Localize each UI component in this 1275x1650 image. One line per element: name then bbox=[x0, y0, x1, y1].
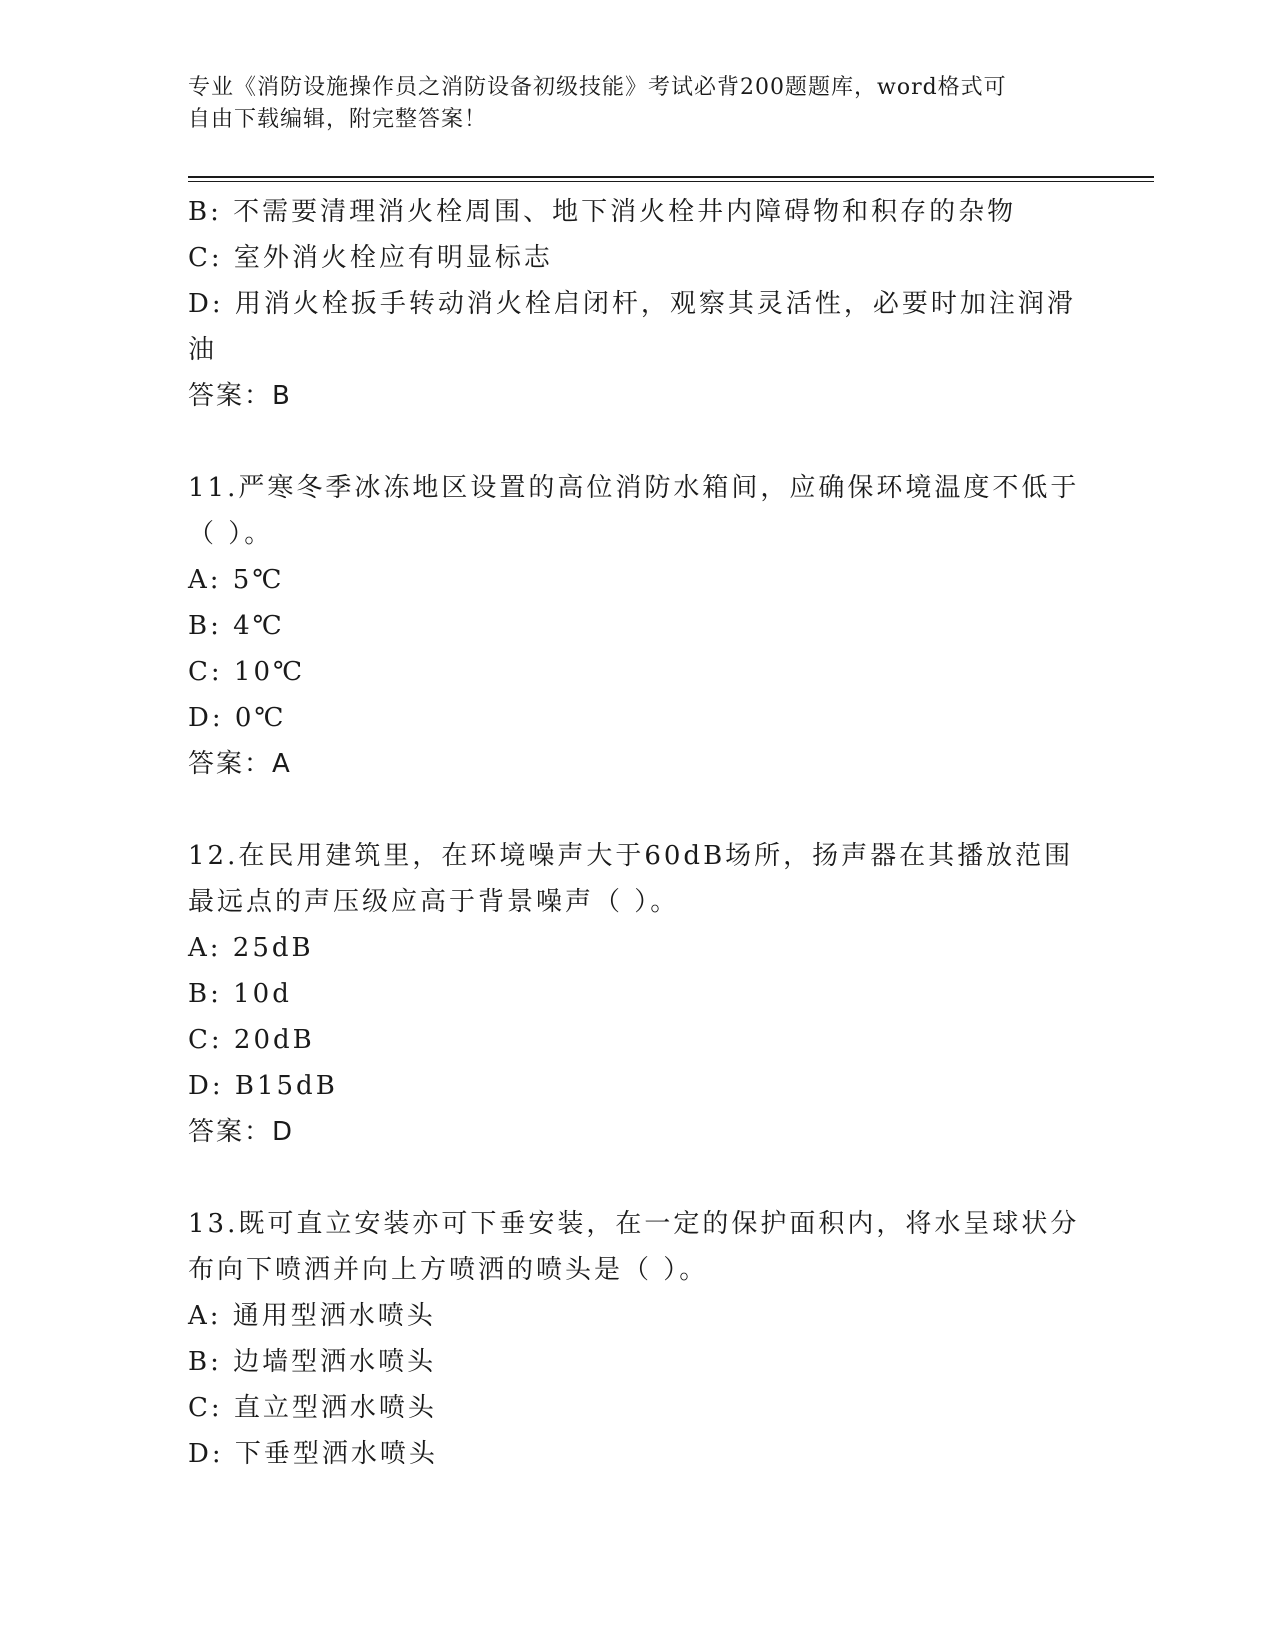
header-divider-thick bbox=[188, 176, 1154, 178]
question-stem: 13.既可直立安装亦可下垂安装，在一定的保护面积内，将水呈球状分 bbox=[188, 1209, 1080, 1239]
option-b: B: 边墙型洒水喷头 bbox=[188, 1347, 437, 1377]
answer-line: 答案：D bbox=[188, 1117, 295, 1147]
option-d: D: B15dB bbox=[188, 1071, 338, 1101]
option-d: D: 用消火栓扳手转动消火栓启闭杆，观察其灵活性，必要时加注润滑 bbox=[188, 289, 1076, 319]
spacer bbox=[188, 1155, 1088, 1201]
option-c: C: 20dB bbox=[188, 1025, 315, 1055]
option-b: B: 10d bbox=[188, 979, 292, 1009]
spacer bbox=[188, 419, 1088, 465]
option-d: D: 下垂型洒水喷头 bbox=[188, 1439, 438, 1469]
answer-line: 答案：B bbox=[188, 381, 292, 411]
option-c: C: 10℃ bbox=[188, 657, 306, 687]
question-stem-continued: （ ）。 bbox=[188, 519, 274, 549]
question-stem-continued: 最远点的声压级应高于背景噪声（ ）。 bbox=[188, 887, 680, 917]
header-divider-thin bbox=[188, 181, 1154, 182]
option-a: A: 5℃ bbox=[188, 565, 285, 595]
question-block-13 bbox=[188, 1201, 1088, 1477]
header-title-line-1: 专业《消防设施操作员之消防设备初级技能》考试必背200题题库，word格式可 bbox=[188, 75, 1007, 100]
document-header bbox=[188, 72, 1068, 136]
option-d: D: 0℃ bbox=[188, 703, 287, 733]
question-block-12 bbox=[188, 833, 1088, 1155]
document-body bbox=[188, 189, 1088, 1477]
option-a: A: 通用型洒水喷头 bbox=[188, 1301, 436, 1331]
answer-line: 答案：A bbox=[188, 749, 292, 779]
header-title-line-2: 自由下载编辑，附完整答案！ bbox=[188, 107, 488, 132]
question-block-11 bbox=[188, 465, 1088, 787]
option-c: C: 室外消火栓应有明显标志 bbox=[188, 243, 553, 273]
question-stem: 12.在民用建筑里，在环境噪声大于60dB场所，扬声器在其播放范围 bbox=[188, 841, 1074, 871]
question-stem-continued: 布向下喷洒并向上方喷洒的喷头是（ ）。 bbox=[188, 1255, 709, 1285]
option-a: A: 25dB bbox=[188, 933, 314, 963]
question-block-previous bbox=[188, 189, 1088, 419]
option-d-continued: 油 bbox=[188, 335, 218, 365]
question-stem: 11.严寒冬季冰冻地区设置的高位消防水箱间，应确保环境温度不低于 bbox=[188, 473, 1080, 503]
option-b: B: 不需要清理消火栓周围、地下消火栓井内障碍物和积存的杂物 bbox=[188, 197, 1017, 227]
spacer bbox=[188, 787, 1088, 833]
option-b: B: 4℃ bbox=[188, 611, 285, 641]
option-c: C: 直立型洒水喷头 bbox=[188, 1393, 437, 1423]
